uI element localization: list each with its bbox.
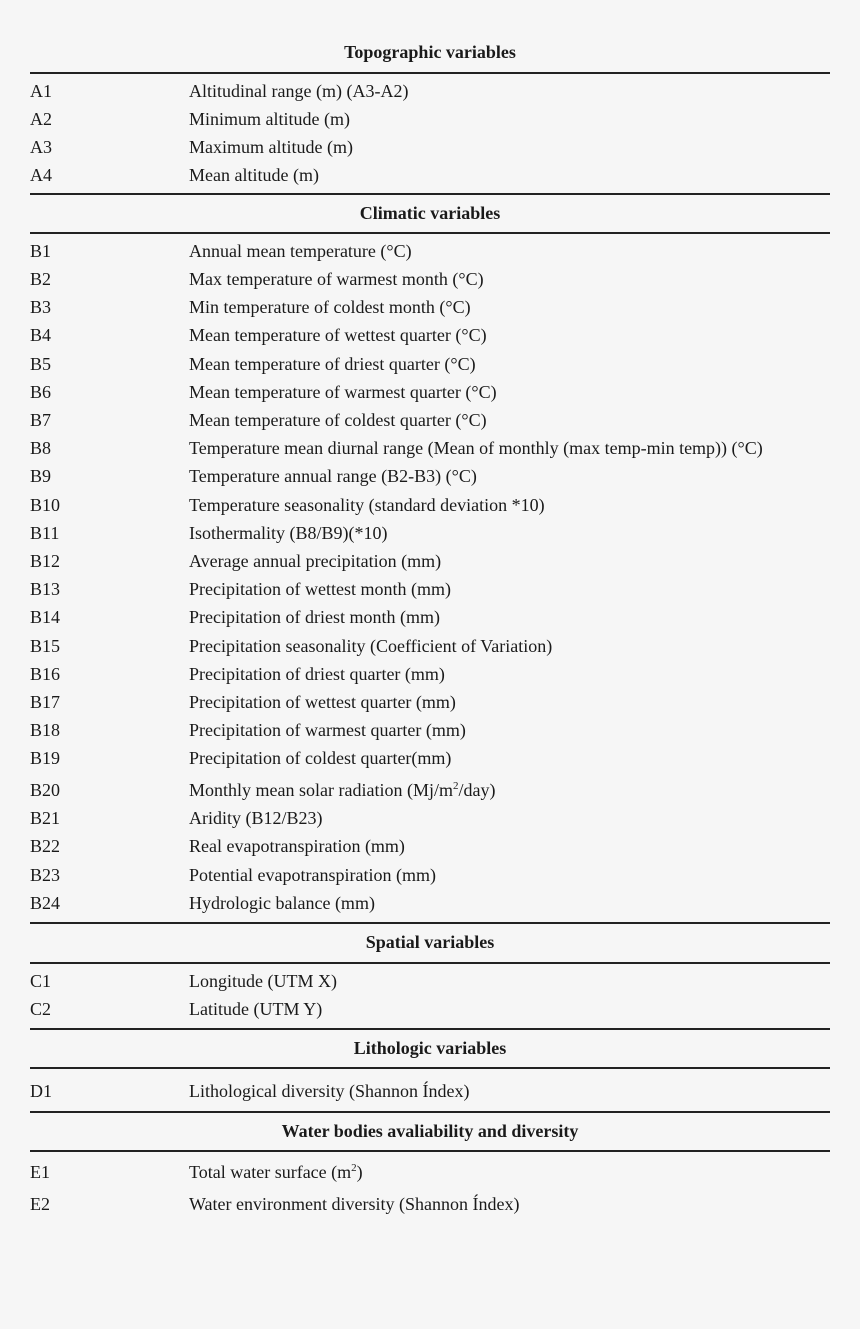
variable-description: Water environment diversity (Shannon Índex) [189,1194,520,1214]
variable-code: D1 [30,1081,52,1101]
variable-description: Precipitation of wettest quarter (mm) [189,692,456,712]
variable-code: B9 [30,466,52,486]
superscript: 2 [452,780,459,792]
variable-code: B12 [30,551,61,571]
variable-description: Max temperature of warmest month (°C) [189,269,484,289]
superscript: 2 [351,1162,357,1174]
variable-description: Mean altitude (m) [189,165,319,185]
variable-description: Mean temperature of coldest quarter (°C) [189,410,487,430]
variable-description: Temperature seasonality (standard deviation *10) [189,495,545,515]
variable-code: B2 [30,269,52,289]
variable-description: Longitude (UTM X) [189,971,337,991]
variable-code: B10 [30,495,61,515]
variable-code: B1 [30,241,52,261]
variable-code: B8 [30,438,52,458]
variable-code: B11 [30,523,60,543]
variable-description: Minimum altitude (m) [189,109,350,129]
variable-code: B13 [30,579,61,599]
variable-code: B21 [30,808,61,828]
section-title: Spatial variables [365,932,495,952]
variable-code: A1 [30,81,52,101]
section-divider [30,922,830,924]
variable-description: Monthly mean solar radiation $(Mj/m^2/day)$ [189,780,496,800]
section-divider [30,193,830,195]
variable-code: C1 [30,971,52,991]
variable-code: B3 [30,297,52,317]
variable-description: Isothermality (B8/B9)(*10) [189,523,388,543]
variable-description: Real evapotranspiration (mm) [189,836,405,856]
variable-description: Precipitation of warmest quarter (mm) [189,720,466,740]
variable-description: Annual mean temperature (°C) [189,241,412,261]
variable-code: B5 [30,354,52,374]
header-rule [30,962,830,964]
variable-description: Precipitation of wettest month (mm) [189,579,451,599]
variable-code: A3 [30,137,52,157]
variable-description: Latitude (UTM Y) [189,999,323,1019]
variable-code: B7 [30,410,52,430]
variable-description: Temperature annual range (B2-B3) (°C) [189,466,477,486]
variable-code: B14 [30,607,61,627]
variable-code: B17 [30,692,61,712]
variable-description: Aridity (B12/B23) [189,808,323,828]
variable-description: Precipitation of driest month (mm) [189,607,440,627]
variable-description: Precipitation of coldest quarter(mm) [189,748,452,768]
header-rule [30,232,830,234]
variable-code: B16 [30,664,61,684]
variable-description: Min temperature of coldest month (°C) [189,297,471,317]
variable-description: Average annual precipitation (mm) [189,551,442,571]
variable-code: B22 [30,836,61,856]
variable-description: Mean temperature of warmest quarter (°C) [189,382,497,402]
variable-description: Precipitation of driest quarter (mm) [189,664,445,684]
section-title: Lithologic variables [353,1038,507,1058]
variable-code: B15 [30,636,61,656]
header-rule [30,1067,830,1069]
variable-description: Total water surface $(m^2)$ [189,1162,363,1182]
variable-code: C2 [30,999,52,1019]
variable-code: B20 [30,780,61,800]
variable-description: Temperature mean diurnal range (Mean of monthly (max temp-min temp)) (°C) [189,438,763,458]
variable-description: Maximum altitude (m) [189,137,353,157]
variable-code: B18 [30,720,61,740]
variable-code: B24 [30,893,61,913]
variable-code: A4 [30,165,52,185]
variable-description: Altitudinal range (m) (A3-A2) [189,81,409,101]
variable-code: E1 [30,1162,50,1182]
variable-description: Mean temperature of driest quarter (°C) [189,354,476,374]
variable-description: Mean temperature of wettest quarter (°C) [189,325,487,345]
variable-code: B23 [30,865,61,885]
variable-description: Precipitation seasonality (Coefficient of Variation) [189,636,553,656]
variable-description: Lithological diversity (Shannon Índex) [189,1081,470,1101]
section-title: Climatic variables [359,203,501,223]
variable-code: A2 [30,109,52,129]
variable-code: B6 [30,382,52,402]
section-title: Topographic variables [344,42,516,62]
section-divider [30,1111,830,1113]
variable-code: B19 [30,748,61,768]
variable-code: E2 [30,1194,50,1214]
section-divider [30,1028,830,1030]
header-rule [30,1150,830,1152]
variable-code: B4 [30,325,52,345]
section-title: Water bodies avaliability and diversity [281,1121,579,1141]
variable-description: Hydrologic balance (mm) [189,893,375,913]
variable-description: Potential evapotranspiration (mm) [189,865,436,885]
header-rule [30,72,830,74]
